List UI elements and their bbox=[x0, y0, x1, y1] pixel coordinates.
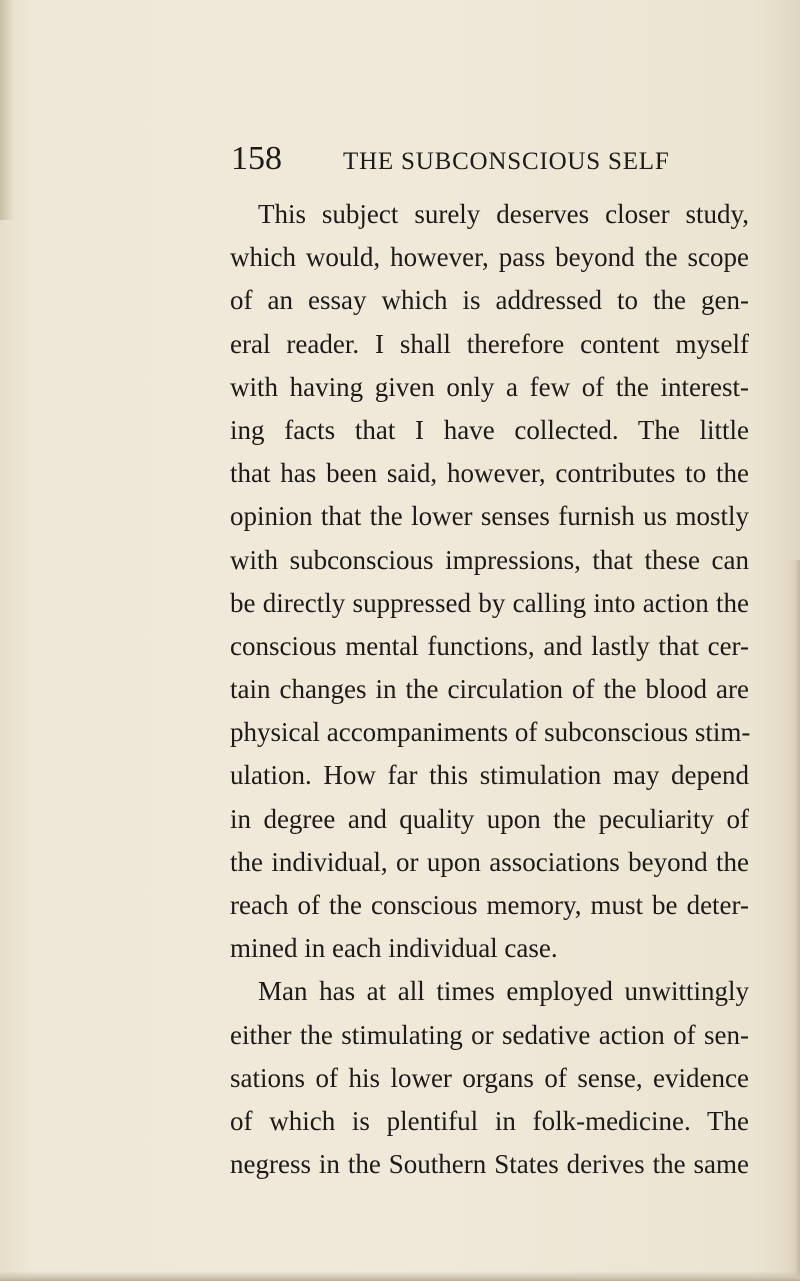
text-line: sations of his lower organs of sense, evidence bbox=[230, 1062, 749, 1093]
text-line: of an essay which is addressed to the gen- bbox=[230, 285, 749, 316]
text-line: ulation. How far this stimulation may depend bbox=[230, 760, 749, 791]
text-line: in degree and quality upon the peculiarity of bbox=[230, 803, 749, 834]
page-edge-shadow-left bbox=[0, 0, 14, 220]
text-line: tain changes in the circulation of the blood are bbox=[230, 674, 749, 705]
text-line: of which is plentiful in folk-medicine. The bbox=[230, 1105, 749, 1136]
text-line: reach of the conscious memory, must be deter- bbox=[230, 890, 749, 920]
text-line: which would, however, pass beyond the scope bbox=[230, 242, 749, 273]
text-line: ing facts that I have collected. The little bbox=[230, 414, 749, 445]
text-line: the individual, or upon associations beyond the bbox=[230, 846, 749, 877]
text-line: with having given only a few of the interest- bbox=[230, 371, 749, 402]
text-line: mined in each individual case. bbox=[230, 933, 558, 964]
body-text bbox=[230, 193, 749, 1186]
running-head: THE SUBCONSCIOUS SELF bbox=[343, 148, 670, 175]
text-line: with subconscious impressions, that these can bbox=[230, 544, 749, 575]
page-edge-shadow-bottom bbox=[0, 1271, 800, 1281]
text-line: be directly suppressed by calling into action the bbox=[230, 587, 749, 618]
text-line: conscious mental functions, and lastly that cer- bbox=[230, 630, 749, 661]
text-line: either the stimulating or sedative action of sen- bbox=[230, 1019, 749, 1050]
text-line: eral reader. I shall therefore content myself bbox=[230, 328, 749, 359]
text-line: Man has at all times employed unwittingly bbox=[258, 976, 749, 1007]
text-line: negress in the Southern States derives the same bbox=[230, 1149, 749, 1180]
text-line: that has been said, however, contributes to the bbox=[230, 458, 749, 489]
text-line: physical accompaniments of subconscious stim- bbox=[230, 717, 751, 748]
page-number: 158 bbox=[231, 140, 282, 177]
page-edge-shadow-right bbox=[788, 560, 800, 1281]
text-line: This subject surely deserves closer study, bbox=[258, 199, 749, 229]
text-line: opinion that the lower senses furnish us mostly bbox=[230, 501, 749, 532]
page-header bbox=[231, 140, 670, 184]
